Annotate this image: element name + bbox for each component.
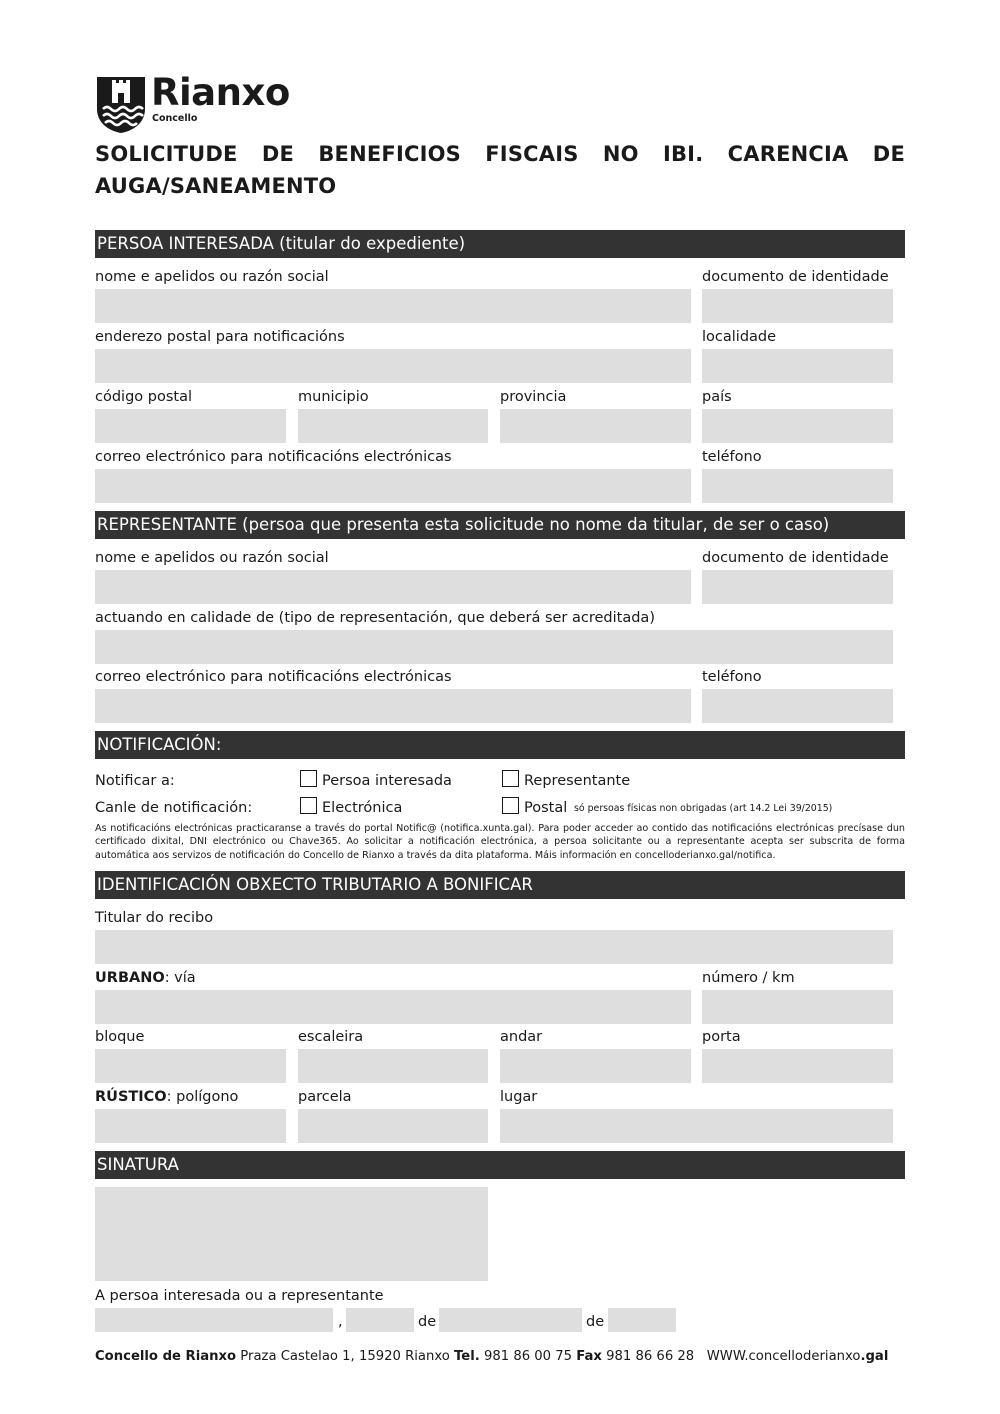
label-name: nome e apelidos ou razón social xyxy=(95,269,329,285)
door-field[interactable] xyxy=(702,1049,893,1083)
label-urban: URBANO xyxy=(95,970,165,986)
section-header-signature: SINATURA xyxy=(95,1151,905,1179)
label-rep-email: correo electrónico para notificacións electrónicas xyxy=(95,669,452,685)
footer-web-link[interactable] xyxy=(707,1349,889,1364)
section-header-object: IDENTIFICACIÓN OBXECTO TRIBUTARIO A BONIFICAR xyxy=(95,871,905,899)
date-month-field[interactable] xyxy=(439,1308,582,1332)
label-email: correo electrónico para notificacións electrónicas xyxy=(95,449,452,465)
date-year-field[interactable] xyxy=(608,1308,676,1332)
label-acting-as: actuando en calidade de (tipo de representación, que deberá ser acreditada) xyxy=(95,610,655,626)
label-phone: teléfono xyxy=(702,449,762,465)
label-id-document: documento de identidade xyxy=(702,269,889,285)
rep-name-field[interactable] xyxy=(95,570,691,604)
checkbox-representative[interactable] xyxy=(502,770,519,787)
label-municipality: municipio xyxy=(298,389,369,405)
label-number-km: número / km xyxy=(702,970,795,986)
footer-fax: 981 86 66 28 xyxy=(606,1349,695,1364)
footer xyxy=(95,1349,888,1364)
label-opt-electronic: Electrónica xyxy=(322,800,403,816)
label-way: : vía xyxy=(164,970,196,986)
label-stairs: escaleira xyxy=(298,1029,364,1045)
stairs-field[interactable] xyxy=(298,1049,488,1083)
acting-as-field[interactable] xyxy=(95,630,893,664)
label-floor: andar xyxy=(500,1029,543,1045)
receipt-holder-field[interactable] xyxy=(95,930,893,964)
footer-web-tld: .gal xyxy=(860,1349,889,1364)
footer-fax-label: Fax xyxy=(576,1349,602,1364)
phone-field[interactable] xyxy=(702,469,893,503)
section-header-representative: REPRESENTANTE (persoa que presenta esta solicitude no nome da titular, de ser o caso) xyxy=(95,511,905,539)
label-province: provincia xyxy=(500,389,567,405)
brand-subtitle: Concello xyxy=(152,113,198,124)
block-field[interactable] xyxy=(95,1049,286,1083)
label-rep-id-document: documento de identidade xyxy=(702,550,889,566)
label-opt-representative: Representante xyxy=(524,773,631,789)
number-km-field[interactable] xyxy=(702,990,893,1024)
label-rep-name: nome e apelidos ou razón social xyxy=(95,550,329,566)
section-header-notification: NOTIFICACIÓN: xyxy=(95,731,905,759)
country-field[interactable] xyxy=(702,409,893,443)
footer-web: WWW.concelloderianxo xyxy=(706,1349,861,1364)
label-channel: Canle de notificación: xyxy=(95,800,253,816)
postal-address-field[interactable] xyxy=(95,349,691,383)
label-rustic-polygon xyxy=(95,1088,238,1106)
section-header-interested: PERSOA INTERESADA (titular do expediente) xyxy=(95,230,905,258)
footer-address: Praza Castelao 1, 15920 Rianxo xyxy=(240,1349,450,1364)
postal-note: só persoas físicas non obrigadas (art 14.2 Lei 39/2015) xyxy=(574,803,833,814)
date-de-1: de xyxy=(418,1314,437,1330)
rep-phone-field[interactable] xyxy=(702,689,893,723)
page-title: SOLICITUDE DE BENEFICIOS FISCAIS NO IBI. CARENCIA DE AUGA/SANEAMENTO xyxy=(95,142,905,198)
province-field[interactable] xyxy=(500,409,691,443)
brand-name: Rianxo xyxy=(151,71,290,114)
date-comma: , xyxy=(338,1314,343,1330)
label-notify-to: Notificar a: xyxy=(95,773,175,789)
label-place: lugar xyxy=(500,1089,538,1105)
floor-field[interactable] xyxy=(500,1049,691,1083)
logo xyxy=(95,71,315,135)
label-block: bloque xyxy=(95,1029,145,1045)
label-opt-interested: Persoa interesada xyxy=(322,773,452,789)
label-postal-address: enderezo postal para notificacións xyxy=(95,329,345,345)
footer-org: Concello de Rianxo xyxy=(95,1349,237,1364)
label-rustic: RÚSTICO xyxy=(95,1089,167,1105)
footer-tel-label: Tel. xyxy=(454,1349,480,1364)
label-polygon: : polígono xyxy=(166,1089,239,1105)
postal-code-field[interactable] xyxy=(95,409,286,443)
label-country: país xyxy=(702,389,732,405)
label-urban-way xyxy=(95,969,196,987)
parcel-field[interactable] xyxy=(298,1109,488,1143)
label-door: porta xyxy=(702,1029,741,1045)
footer-tel: 981 86 00 75 xyxy=(483,1349,573,1364)
id-document-field[interactable] xyxy=(702,289,893,323)
date-de-2: de xyxy=(586,1314,605,1330)
locality-field[interactable] xyxy=(702,349,893,383)
name-field[interactable] xyxy=(95,289,691,323)
urban-way-field[interactable] xyxy=(95,990,691,1024)
label-rep-phone: teléfono xyxy=(702,669,762,685)
checkbox-postal[interactable] xyxy=(502,797,519,814)
rep-email-field[interactable] xyxy=(95,689,691,723)
rep-id-document-field[interactable] xyxy=(702,570,893,604)
notification-notice: As notificacións electrónicas practicaranse a través do portal Notific@ (notifica.xunta.gal). Para poder acceder ao contido das notificacións electrónicas precísase dun certificado dixital, DNI electrónico ou Chave365. Ao solicitar a notificación electrónica, a persoa solicitante ou a representante acepta ser subscrita de forma automática aos servizos de notificación do Concello de Rianxo a través da dita plataforma. Máis información en concelloderianxo.gal/notifica. xyxy=(95,823,905,861)
label-locality: localidade xyxy=(702,329,777,345)
date-day-field[interactable] xyxy=(346,1308,414,1332)
label-opt-postal: Postal xyxy=(524,800,568,816)
checkbox-electronic[interactable] xyxy=(300,797,317,814)
label-postal-code: código postal xyxy=(95,389,192,405)
place-field[interactable] xyxy=(500,1109,893,1143)
email-field[interactable] xyxy=(95,469,691,503)
checkbox-interested[interactable] xyxy=(300,770,317,787)
polygon-field[interactable] xyxy=(95,1109,286,1143)
label-signer: A persoa interesada ou a representante xyxy=(95,1288,384,1304)
signature-box[interactable] xyxy=(95,1187,488,1281)
signature-place-field[interactable] xyxy=(95,1308,333,1332)
label-parcel: parcela xyxy=(298,1089,352,1105)
label-receipt-holder: Titular do recibo xyxy=(95,910,214,926)
municipality-field[interactable] xyxy=(298,409,488,443)
